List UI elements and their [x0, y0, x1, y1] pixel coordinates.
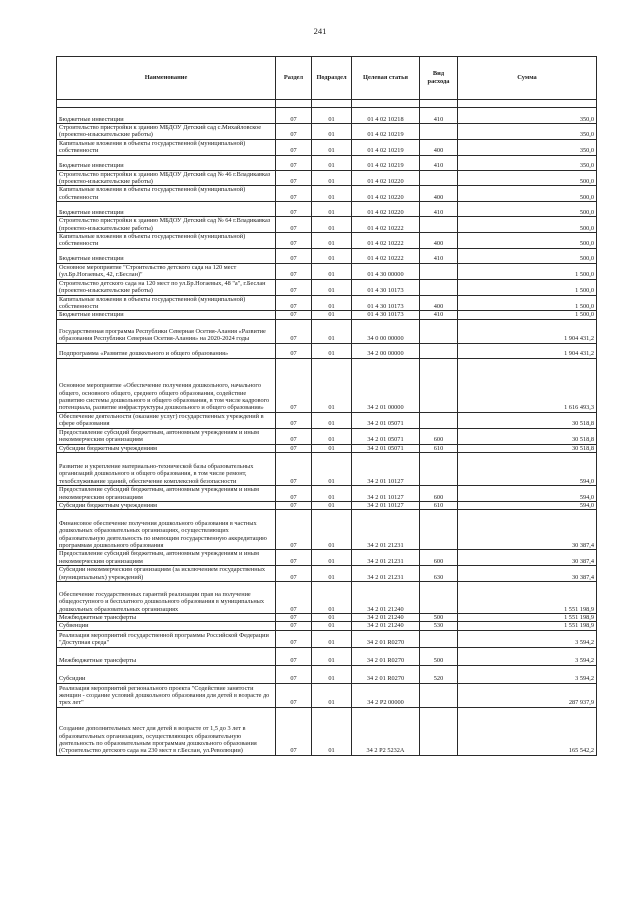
row-name-cell: Реализация мероприятий государственной программы Российской Федерации "Доступная среда" [57, 630, 276, 647]
header-expense-type: Вид расхода [420, 57, 458, 100]
row-sum-cell: 594,0 [458, 485, 597, 501]
row-expense-type-cell [420, 279, 458, 295]
row-section-cell: 07 [276, 124, 312, 140]
row-name-cell: Строительство пристройки к зданию МБДОУ Детский сад № 64 г.Владикавказ (проектно-изыскательские работы) [57, 217, 276, 233]
row-name-cell: Обеспечение деятельности (оказание услуг) государственных учреждений в сфере образования [57, 412, 276, 428]
row-sum-cell: 165 542,2 [458, 707, 597, 755]
row-name-cell: Развитие и укрепление материально-технической базы образовательных организаций дошкольного и общего образования, в том числе ремонт, техобслуживание зданий, обеспечение комплексной безопасности [57, 452, 276, 485]
row-target-cell: 34 2 01 R0270 [352, 630, 420, 647]
row-sum-cell: 30 387,4 [458, 566, 597, 582]
row-section-cell: 07 [276, 444, 312, 452]
row-subsection-cell: 01 [312, 707, 352, 755]
row-name-cell: Межбюджетные трансферты [57, 613, 276, 621]
row-section-cell: 07 [276, 279, 312, 295]
row-section-cell: 07 [276, 217, 312, 233]
row-section-cell: 07 [276, 630, 312, 647]
row-sum-cell: 1 904 431,2 [458, 319, 597, 343]
table-row [57, 665, 597, 683]
row-sum-cell: 30 518,8 [458, 412, 597, 428]
row-sum-cell: 500,0 [458, 217, 597, 233]
row-sum-cell: 350,0 [458, 124, 597, 140]
row-subsection-cell: 01 [312, 311, 352, 319]
row-subsection-cell: 01 [312, 510, 352, 550]
row-expense-type-cell: 410 [420, 155, 458, 170]
table-row [57, 647, 597, 665]
table-row [57, 155, 597, 170]
row-subsection-cell: 01 [312, 170, 352, 186]
row-expense-type-cell [420, 358, 458, 412]
table-row [57, 452, 597, 485]
row-expense-type-cell: 600 [420, 485, 458, 501]
row-subsection-cell: 01 [312, 452, 352, 485]
row-sum-cell: 1 551 198,9 [458, 613, 597, 621]
row-section-cell: 07 [276, 170, 312, 186]
row-target-cell: 01 4 02 10222 [352, 217, 420, 233]
row-sum-cell: 1 904 431,2 [458, 343, 597, 358]
table-row [57, 581, 597, 613]
table-row [57, 233, 597, 249]
row-target-cell: 01 4 02 10219 [352, 124, 420, 140]
row-sum-cell: 594,0 [458, 501, 597, 509]
row-section-cell: 07 [276, 295, 312, 311]
table-header-row [57, 57, 597, 100]
row-target-cell: 01 4 30 10173 [352, 311, 420, 319]
row-section-cell: 07 [276, 202, 312, 217]
row-name-cell: Капитальные вложения в объекты государственной (муниципальной) собственности [57, 233, 276, 249]
row-name-cell: Обеспечение государственных гарантий реализации прав на получение общедоступного и бесплатного дошкольного образования в муниципальных дошкольных образовательных организациях [57, 581, 276, 613]
row-name-cell: Реализация мероприятий регионального проекта "Содействие занятости женщин - создание условий дошкольного образования для детей в возрасте до трех лет" [57, 683, 276, 707]
row-name-cell: Бюджетные инвестиции [57, 311, 276, 319]
row-sum-cell: 594,0 [458, 452, 597, 485]
row-target-cell: 01 4 02 10220 [352, 186, 420, 202]
row-subsection-cell: 01 [312, 139, 352, 155]
row-subsection-cell: 01 [312, 622, 352, 630]
row-subsection-cell: 01 [312, 683, 352, 707]
row-target-cell: 34 2 01 05071 [352, 444, 420, 452]
table-row [57, 358, 597, 412]
table-row [57, 124, 597, 140]
row-target-cell: 01 4 02 10219 [352, 155, 420, 170]
row-section-cell: 07 [276, 485, 312, 501]
row-section-cell: 07 [276, 248, 312, 263]
table-row [57, 550, 597, 566]
row-section-cell: 07 [276, 233, 312, 249]
row-expense-type-cell: 410 [420, 248, 458, 263]
table-row [57, 217, 597, 233]
table-row [57, 319, 597, 343]
row-expense-type-cell [420, 319, 458, 343]
row-subsection-cell: 01 [312, 613, 352, 621]
row-target-cell: 34 2 01 10127 [352, 485, 420, 501]
row-expense-type-cell [420, 412, 458, 428]
row-section-cell: 07 [276, 139, 312, 155]
row-target-cell: 34 2 01 10127 [352, 501, 420, 509]
row-subsection-cell: 01 [312, 358, 352, 412]
row-sum-cell: 30 518,8 [458, 444, 597, 452]
row-subsection-cell: 01 [312, 217, 352, 233]
table-row [57, 613, 597, 621]
row-expense-type-cell [420, 217, 458, 233]
row-expense-type-cell: 610 [420, 444, 458, 452]
row-expense-type-cell: 630 [420, 566, 458, 582]
row-section-cell: 07 [276, 311, 312, 319]
row-subsection-cell: 01 [312, 263, 352, 279]
row-expense-type-cell: 600 [420, 550, 458, 566]
row-expense-type-cell [420, 263, 458, 279]
row-name-cell: Бюджетные инвестиции [57, 155, 276, 170]
row-subsection-cell: 01 [312, 412, 352, 428]
row-section-cell: 07 [276, 343, 312, 358]
row-sum-cell: 1 616 493,3 [458, 358, 597, 412]
row-target-cell: 34 2 01 21240 [352, 581, 420, 613]
row-target-cell: 34 2 00 00000 [352, 343, 420, 358]
row-name-cell: Бюджетные инвестиции [57, 202, 276, 217]
row-subsection-cell: 01 [312, 581, 352, 613]
row-target-cell: 34 2 01 R0270 [352, 665, 420, 683]
budget-table-wrapper [56, 56, 596, 756]
table-row [57, 707, 597, 755]
row-target-cell: 34 2 01 05071 [352, 428, 420, 444]
table-row [57, 683, 597, 707]
row-expense-type-cell: 400 [420, 139, 458, 155]
row-name-cell: Создание дополнительных мест для детей в возрасте от 1,5 до 3 лет в образовательных организациях, осуществляющих образовательную деятельность по образовательным программам дошкольного образования (Строительство детского сада на 230 мест в г.Беслан, ул.Революции) [57, 707, 276, 755]
row-target-cell: 01 4 30 10173 [352, 279, 420, 295]
row-subsection-cell: 01 [312, 485, 352, 501]
row-name-cell: Строительство пристройки к зданию МБДОУ Детский сад № 46 г.Владикавказ (проектно-изыскательские работы) [57, 170, 276, 186]
row-section-cell: 07 [276, 412, 312, 428]
row-target-cell: 34 2 01 21240 [352, 613, 420, 621]
row-sum-cell: 30 518,8 [458, 428, 597, 444]
row-name-cell: Капитальные вложения в объекты государственной (муниципальной) собственности [57, 186, 276, 202]
table-row [57, 139, 597, 155]
row-expense-type-cell: 410 [420, 202, 458, 217]
row-section-cell: 07 [276, 319, 312, 343]
row-section-cell: 07 [276, 155, 312, 170]
row-name-cell: Капитальные вложения в объекты государственной (муниципальной) собственности [57, 295, 276, 311]
row-sum-cell: 500,0 [458, 170, 597, 186]
row-subsection-cell: 01 [312, 108, 352, 124]
table-row [57, 428, 597, 444]
table-row [57, 279, 597, 295]
row-subsection-cell: 01 [312, 550, 352, 566]
row-target-cell: 34 2 01 05071 [352, 412, 420, 428]
row-target-cell: 34 2 01 00000 [352, 358, 420, 412]
row-expense-type-cell: 530 [420, 622, 458, 630]
row-target-cell: 01 4 02 10220 [352, 170, 420, 186]
row-sum-cell: 3 594,2 [458, 665, 597, 683]
row-expense-type-cell: 500 [420, 613, 458, 621]
row-target-cell: 01 4 02 10222 [352, 248, 420, 263]
row-expense-type-cell [420, 124, 458, 140]
row-name-cell: Основное мероприятие "Строительство детского сада на 120 мест (ул.Бр.Ногаевых, 42, г.Беслан)" [57, 263, 276, 279]
row-sum-cell: 1 500,0 [458, 295, 597, 311]
row-sum-cell: 1 500,0 [458, 263, 597, 279]
row-sum-cell: 1 551 198,9 [458, 581, 597, 613]
row-sum-cell: 30 387,4 [458, 510, 597, 550]
row-name-cell: Строительство детского сада на 120 мест по ул.Бр.Ногаевых, 48 "а", г.Беслан (проектно-изыскательские работы) [57, 279, 276, 295]
row-target-cell: 01 4 30 10173 [352, 295, 420, 311]
row-name-cell: Предоставление субсидий бюджетным, автономным учреждениям и иным некоммерческим организациям [57, 550, 276, 566]
row-expense-type-cell: 410 [420, 311, 458, 319]
row-section-cell: 07 [276, 186, 312, 202]
row-expense-type-cell [420, 683, 458, 707]
table-row [57, 263, 597, 279]
table-row [57, 622, 597, 630]
header-sum: Сумма [458, 57, 597, 100]
row-target-cell: 34 2 P2 5232A [352, 707, 420, 755]
row-expense-type-cell [420, 581, 458, 613]
row-name-cell: Субсидии бюджетным учреждениям [57, 501, 276, 509]
row-name-cell: Государственная программа Республики Северная Осетия-Алания «Развитие образования Республики Северная Осетия-Алания» на 2020-2024 годы [57, 319, 276, 343]
row-name-cell: Субсидии бюджетным учреждениям [57, 444, 276, 452]
row-section-cell: 07 [276, 665, 312, 683]
row-subsection-cell: 01 [312, 428, 352, 444]
row-name-cell: Подпрограмма «Развитие дошкольного и общего образования» [57, 343, 276, 358]
row-expense-type-cell: 400 [420, 295, 458, 311]
table-row [57, 170, 597, 186]
table-row [57, 630, 597, 647]
row-target-cell: 01 4 02 10219 [352, 139, 420, 155]
row-sum-cell: 1 500,0 [458, 311, 597, 319]
row-subsection-cell: 01 [312, 279, 352, 295]
row-sum-cell: 1 500,0 [458, 279, 597, 295]
row-name-cell: Бюджетные инвестиции [57, 248, 276, 263]
row-subsection-cell: 01 [312, 343, 352, 358]
row-subsection-cell: 01 [312, 444, 352, 452]
row-sum-cell: 3 594,2 [458, 630, 597, 647]
row-expense-type-cell: 400 [420, 233, 458, 249]
row-sum-cell: 1 551 198,9 [458, 622, 597, 630]
row-section-cell: 07 [276, 358, 312, 412]
table-row [57, 311, 597, 319]
row-name-cell: Финансовое обеспечение получения дошкольного образования в частных дошкольных образовательных организациях, осуществляющих образовательную деятельность по имеющим государственную аккредитацию программам дошкольного образования [57, 510, 276, 550]
row-section-cell: 07 [276, 647, 312, 665]
table-row [57, 510, 597, 550]
row-expense-type-cell: 410 [420, 108, 458, 124]
table-row [57, 444, 597, 452]
row-expense-type-cell: 500 [420, 647, 458, 665]
row-name-cell: Предоставление субсидий бюджетным, автономным учреждениям и иным некоммерческим организациям [57, 428, 276, 444]
row-sum-cell: 500,0 [458, 248, 597, 263]
row-subsection-cell: 01 [312, 295, 352, 311]
row-target-cell: 01 4 02 10220 [352, 202, 420, 217]
row-target-cell: 01 4 02 10218 [352, 108, 420, 124]
table-row [57, 202, 597, 217]
row-section-cell: 07 [276, 263, 312, 279]
row-name-cell: Бюджетные инвестиции [57, 108, 276, 124]
row-name-cell: Субвенции [57, 622, 276, 630]
row-section-cell: 07 [276, 581, 312, 613]
row-expense-type-cell [420, 510, 458, 550]
row-section-cell: 07 [276, 683, 312, 707]
table-row [57, 186, 597, 202]
row-expense-type-cell: 600 [420, 428, 458, 444]
row-section-cell: 07 [276, 550, 312, 566]
row-subsection-cell: 01 [312, 630, 352, 647]
row-expense-type-cell [420, 343, 458, 358]
row-target-cell: 34 2 01 21240 [352, 622, 420, 630]
row-subsection-cell: 01 [312, 501, 352, 509]
row-subsection-cell: 01 [312, 319, 352, 343]
row-section-cell: 07 [276, 108, 312, 124]
row-expense-type-cell [420, 452, 458, 485]
row-target-cell: 34 2 01 21231 [352, 550, 420, 566]
table-row [57, 108, 597, 124]
header-subsection: Подраздел [312, 57, 352, 100]
row-section-cell: 07 [276, 566, 312, 582]
row-sum-cell: 500,0 [458, 233, 597, 249]
row-expense-type-cell: 520 [420, 665, 458, 683]
row-section-cell: 07 [276, 707, 312, 755]
row-sum-cell: 500,0 [458, 202, 597, 217]
row-sum-cell: 350,0 [458, 139, 597, 155]
table-row [57, 295, 597, 311]
row-expense-type-cell: 610 [420, 501, 458, 509]
row-sum-cell: 30 387,4 [458, 550, 597, 566]
row-subsection-cell: 01 [312, 647, 352, 665]
row-section-cell: 07 [276, 622, 312, 630]
budget-table [56, 56, 597, 756]
row-target-cell: 01 4 02 10222 [352, 233, 420, 249]
table-row [57, 412, 597, 428]
row-subsection-cell: 01 [312, 202, 352, 217]
page-number: 241 [313, 26, 327, 36]
row-target-cell: 34 2 01 R0270 [352, 647, 420, 665]
row-section-cell: 07 [276, 428, 312, 444]
row-subsection-cell: 01 [312, 566, 352, 582]
row-name-cell: Строительство пристройки к зданию МБДОУ Детский сад с.Михайловское (проектно-изыскательские работы) [57, 124, 276, 140]
row-name-cell: Субсидии [57, 665, 276, 683]
row-subsection-cell: 01 [312, 124, 352, 140]
row-sum-cell: 287 937,9 [458, 683, 597, 707]
row-target-cell: 34 2 P2 00000 [352, 683, 420, 707]
row-subsection-cell: 01 [312, 233, 352, 249]
row-subsection-cell: 01 [312, 665, 352, 683]
row-name-cell: Предоставление субсидий бюджетным, автономным учреждениям и иным некоммерческим организациям [57, 485, 276, 501]
table-row [57, 343, 597, 358]
row-name-cell: Основное мероприятие «Обеспечение получения дошкольного, начального общего, основного общего, среднего общего образования, содействие развитию системы дошкольного и общего образования, в том числе кадрового потенциала, развитие инфраструктуры дошкольного и общего образования» [57, 358, 276, 412]
row-target-cell: 34 2 01 21231 [352, 510, 420, 550]
table-row [57, 566, 597, 582]
table-row [57, 501, 597, 509]
row-name-cell: Межбюджетные трансферты [57, 647, 276, 665]
row-expense-type-cell [420, 170, 458, 186]
row-sum-cell: 350,0 [458, 108, 597, 124]
row-section-cell: 07 [276, 501, 312, 509]
row-expense-type-cell: 400 [420, 186, 458, 202]
header-target: Целевая статья [352, 57, 420, 100]
table-row [57, 485, 597, 501]
row-sum-cell: 500,0 [458, 186, 597, 202]
header-name: Наименование [57, 57, 276, 100]
row-section-cell: 07 [276, 510, 312, 550]
row-target-cell: 34 2 01 21231 [352, 566, 420, 582]
row-section-cell: 07 [276, 452, 312, 485]
row-subsection-cell: 01 [312, 155, 352, 170]
header-section: Раздел [276, 57, 312, 100]
row-expense-type-cell [420, 630, 458, 647]
row-target-cell: 34 2 01 10127 [352, 452, 420, 485]
row-section-cell: 07 [276, 613, 312, 621]
row-expense-type-cell [420, 707, 458, 755]
row-subsection-cell: 01 [312, 186, 352, 202]
row-name-cell: Капитальные вложения в объекты государственной (муниципальной) собственности [57, 139, 276, 155]
row-sum-cell: 350,0 [458, 155, 597, 170]
row-target-cell: 34 0 00 00000 [352, 319, 420, 343]
table-body [57, 108, 597, 756]
header-spacer-row [57, 100, 597, 108]
row-sum-cell: 3 594,2 [458, 647, 597, 665]
row-target-cell: 01 4 30 00000 [352, 263, 420, 279]
table-row [57, 248, 597, 263]
row-name-cell: Субсидии некоммерческим организациям (за исключением государственных (муниципальных) учреждений) [57, 566, 276, 582]
row-subsection-cell: 01 [312, 248, 352, 263]
